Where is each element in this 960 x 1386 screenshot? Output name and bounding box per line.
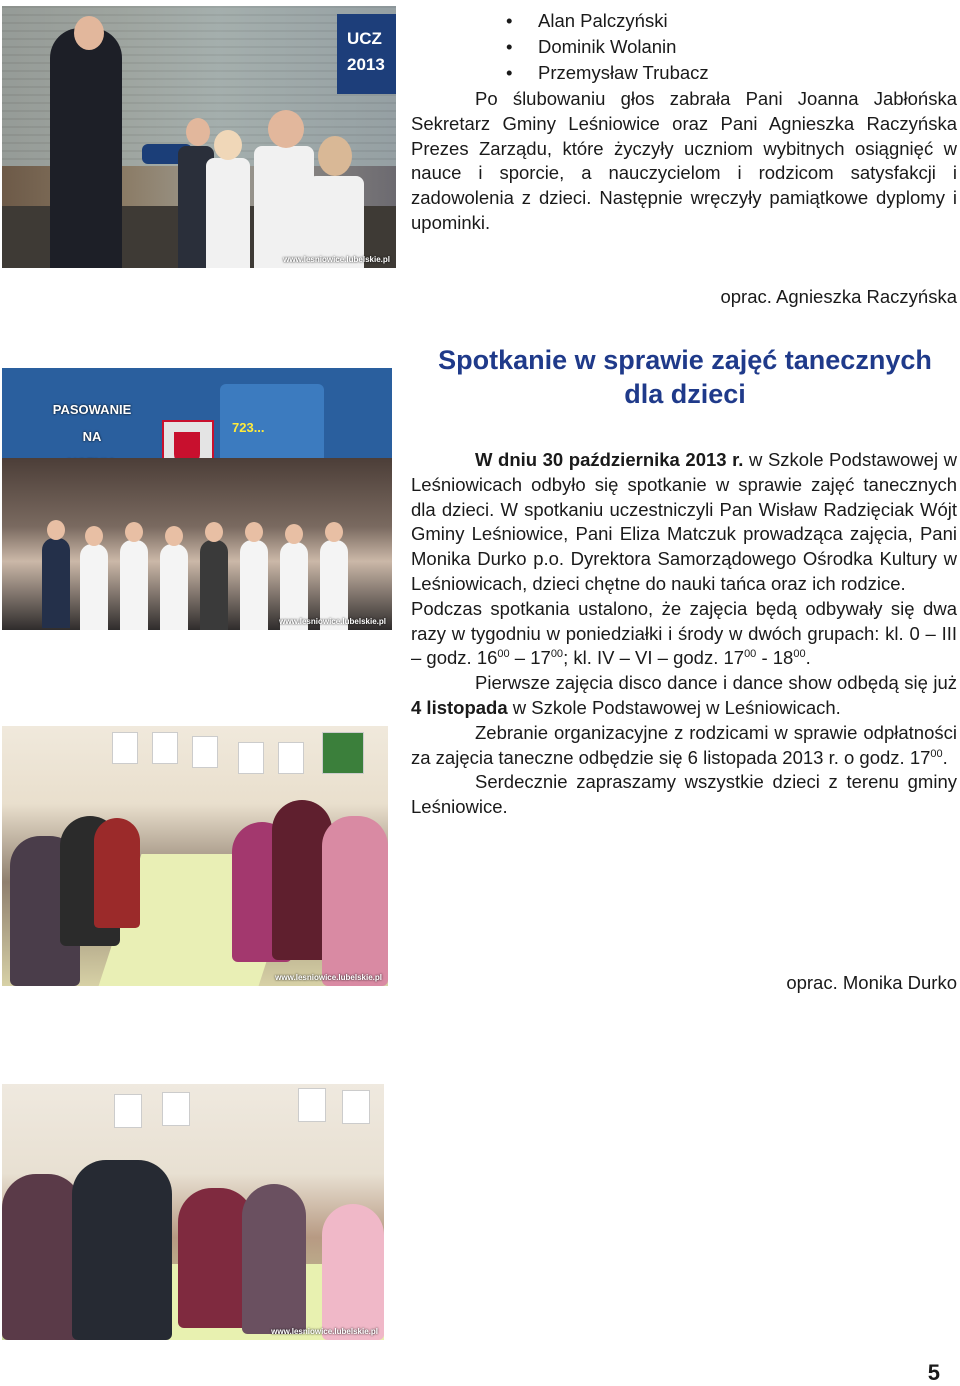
list-item: • Alan Palczyński (500, 8, 709, 34)
list-item: • Przemysław Trubacz (500, 60, 709, 86)
article2-paragraph-1: W dniu 30 października 2013 r. w Szkole Podstawowej w Leśniowicach odbyło się spotkanie w sprawie zajęć tanecznych dla dzieci. W spotkaniu uczestniczyli Pan Wisław Radzięciak Wójt Gminy Leśniowice, Pani Eliza Matczuk prowadząca zajęcia, Pani Monika Durko p.o. Dyrektora Samorządowego Ośrodka Kultury w Leśniowicach, dzieci chętne do nauki tańca oraz ich rodzice. (411, 449, 957, 594)
article1-body (411, 87, 957, 236)
pasowanie-banner: PASOWANIE NA (52, 402, 132, 444)
article2-title-line1: Spotkanie w sprawie zajęć tanecznych (438, 345, 932, 375)
photo-group (2, 368, 392, 630)
photo-ceremony (2, 6, 396, 268)
article2-paragraph-2: Podczas spotkania ustalono, że zajęcia będą odbywały się dwa razy w tygodniu w poniedziałki i środy w dwóch grupach: kl. 0 – III – godz. $16^{00} - 17^{00}$; kl. IV – VI – godz. $17^{00} - 18^{00}$. (411, 597, 957, 669)
article2-title (411, 343, 959, 411)
photo-watermark: www.lesniowice.lubelskie.pl (271, 1327, 378, 1336)
article1-author: oprac. Agnieszka Raczyńska (720, 286, 957, 307)
article2-body (411, 448, 957, 820)
photo-watermark: www.lesniowice.lubelskie.pl (279, 617, 386, 626)
article2-paragraph-5: Serdecznie zapraszamy wszystkie dzieci z terenu gminy Leśniowice. (411, 771, 957, 818)
article2-author: oprac. Monika Durko (786, 972, 957, 993)
article2-paragraph-3: Pierwsze zajęcia disco dance i dance show odbędą się już 4 listopada w Szkole Podstawowej w Leśniowicach. (411, 672, 957, 718)
names-list (500, 8, 709, 86)
book-text: 723... (232, 420, 265, 435)
article2-paragraph-4: Zebranie organizacyjne z rodzicami w sprawie odpłatności za zajęcia taneczne odbędzie się 6 listopada 2013 r. o godz. $17^{00}$. (411, 721, 957, 768)
article1-paragraph: Po ślubowaniu głos zabrała Pani Joanna Jabłońska Sekretarz Gminy Leśniowice oraz Pani Agnieszka Raczyńska Prezes Zarządu, które życzyły uczniom wybitnych osiągnięć w nauce i sporcie, a nauczycielom i rodzicom satysfakcji i zadowolenia z dzieci. Następnie wręczyły pamiątkowe dyplomy i upominki. (411, 88, 957, 233)
photo-watermark: www.lesniowice.lubelskie.pl (283, 255, 390, 264)
page-number: 5 (927, 1360, 940, 1385)
man-head (74, 16, 104, 50)
sign-text-top: UCZ (347, 29, 382, 48)
photo-meeting-2 (2, 1084, 384, 1340)
man-figure (50, 28, 122, 268)
photo-watermark: www.lesniowice.lubelskie.pl (275, 973, 382, 982)
article2-title-line2: dla dzieci (624, 379, 746, 409)
list-item: • Dominik Wolanin (500, 34, 709, 60)
photo-meeting-1 (2, 726, 388, 986)
sign-text-year: 2013 (347, 55, 385, 74)
